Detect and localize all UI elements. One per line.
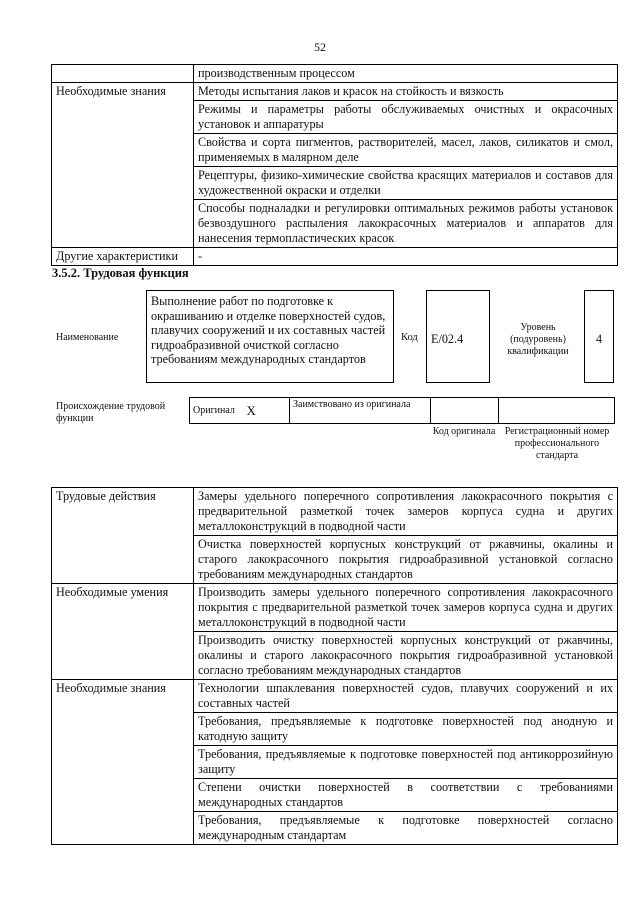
- table-row: [52, 83, 618, 101]
- page-number: 52: [314, 40, 326, 54]
- list-item: Режимы и параметры работы обслуживаемых очистных и окрасочных установок и аппаратуры: [194, 101, 618, 134]
- list-item: Степени очистки поверхностей в соответствии с требованиями международных стандартов: [194, 779, 618, 812]
- list-item: Производить очистку поверхностей корпусных конструкций от ржавчины, окалины и старого лакокрасочного покрытия гидроабразивной установкой согласно требованиям международных стандартов: [194, 632, 618, 680]
- table-row: [52, 248, 618, 266]
- code-label: Код: [401, 332, 418, 343]
- list-item: Требования, предъявляемые к подготовке поверхностей под антикоррозийную защиту: [194, 746, 618, 779]
- continuation-text: производственным процессом: [194, 65, 618, 83]
- reg-number-cell: [499, 398, 615, 424]
- other-label: Другие характеристики: [52, 248, 194, 266]
- table-row: [52, 488, 618, 536]
- actions-label: Трудовые действия: [52, 488, 194, 584]
- list-item: Рецептуры, физико-химические свойства красящих материалов и составов для художественной окраски и отделки: [194, 167, 618, 200]
- function-name-value: Выполнение работ по подготовке к окрашиванию и отделке поверхностей судов, плавучих сооружений и их составных частей гидроабразивной очисткой согласно требованиям международных стандартов: [151, 294, 386, 367]
- origin-label: Происхождение трудовой функции: [56, 401, 166, 424]
- list-item: Замеры удельного поперечного сопротивления лакокрасочного покрытия с предварительной разметкой точек замеров корпуса судна и других металлоконструкций в подводной части: [194, 488, 618, 536]
- origin-table: [189, 397, 615, 424]
- code-caption: Код оригинала: [432, 426, 496, 437]
- reg-caption: Регистрационный номер профессионального стандарта: [504, 426, 610, 461]
- list-item: Методы испытания лаков и красок на стойкость и вязкость: [194, 83, 618, 101]
- list-item: Требования, предъявляемые к подготовке поверхностей согласно международным стандартам: [194, 812, 618, 845]
- borrowed-label: Заимствовано из оригинала: [290, 398, 431, 424]
- knowledge-table-top: [51, 64, 618, 266]
- list-item: Производить замеры удельного поперечного сопротивления лакокрасочного покрытия с предварительной разметкой точек замеров корпуса судна и других металлоконструкций в подводной части: [194, 584, 618, 632]
- table-row: [52, 680, 618, 713]
- knowledge-label: Необходимые знания: [52, 83, 194, 248]
- code-value: E/02.4: [431, 332, 464, 346]
- original-mark: X: [244, 398, 290, 424]
- list-item: Требования, предъявляемые к подготовке поверхностей под анодную и катодную защиту: [194, 713, 618, 746]
- original-label: Оригинал: [190, 398, 244, 424]
- code-box: [426, 290, 490, 383]
- section-heading: 3.5.2. Трудовая функция: [52, 266, 189, 280]
- level-label: Уровень (подуровень) квалификации: [507, 322, 569, 357]
- knowledge-label-main: Необходимые знания: [52, 680, 194, 845]
- level-box: [584, 290, 614, 383]
- name-label: Наименование: [56, 332, 119, 343]
- list-item: Свойства и сорта пигментов, растворителей, масел, лаков, силикатов и смол, применяемых в малярном деле: [194, 134, 618, 167]
- original-code-cell: [431, 398, 499, 424]
- other-value: -: [194, 248, 618, 266]
- level-value: 4: [595, 332, 603, 346]
- list-item: Технологии шпаклевания поверхностей судов, плавучих сооружений и их составных частей: [194, 680, 618, 713]
- table-row: [52, 584, 618, 632]
- skills-label: Необходимые умения: [52, 584, 194, 680]
- function-details-table: [51, 487, 618, 845]
- list-item: Очистка поверхностей корпусных конструкций от ржавчины, окалины и старого лакокрасочного покрытия гидроабразивной установкой согласно требованиям международных стандартов: [194, 536, 618, 584]
- function-name-box: [146, 290, 394, 383]
- list-item: Способы подналадки и регулировки оптимальных режимов работы установок безвоздушного распыления лакокрасочных материалов и аппаратов для нанесения термопластических красок: [194, 200, 618, 248]
- table-row: [52, 65, 618, 83]
